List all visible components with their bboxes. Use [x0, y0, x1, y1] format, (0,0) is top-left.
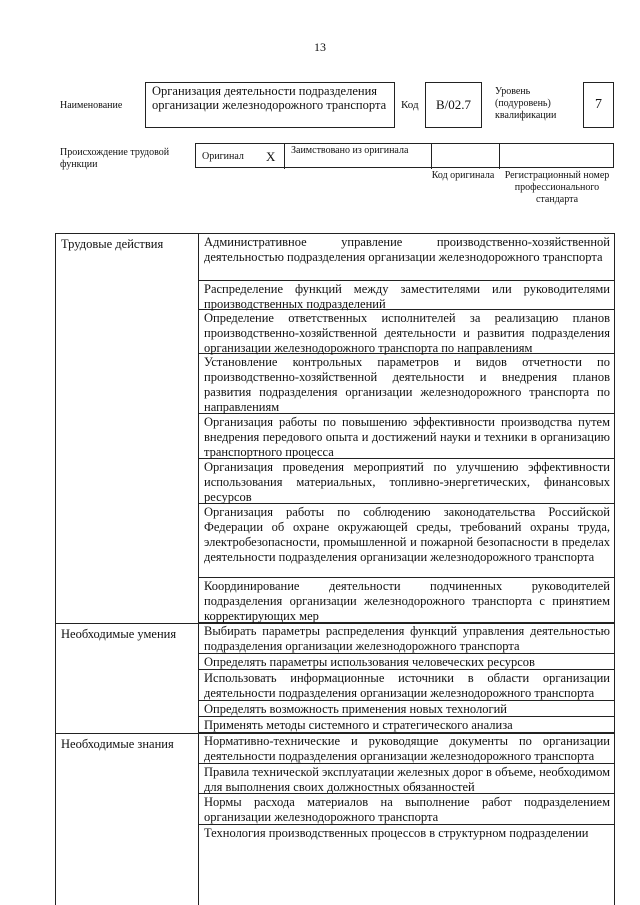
qualification-level-label: Уровень (подуровень) квалификации: [495, 86, 557, 121]
list-item: Нормы расхода материалов на выполнение работ подразделением организации железнодорожного транспорта: [199, 794, 614, 825]
list-item: Определять возможность применения новых технологий: [199, 701, 614, 717]
original-mark: X: [266, 149, 276, 164]
list-item: Применять методы системного и стратегического анализа: [199, 717, 614, 733]
origin-label: Происхождение трудовой функции: [60, 147, 170, 170]
borrowed-cell: [284, 144, 431, 169]
list-item: Организация работы по соблюдению законодательства Российской Федерации об охране окружающей среды, требований охраны труда, электробезопасности, промышленной и пожарной безопасности в пределах деятельности подразделения организации железнодорожного транспорта: [199, 504, 614, 578]
section-label-knowledge: Необходимые знания: [61, 737, 174, 751]
list-item: Административное управление производственно-хозяйственной деятельностью подразделения организации железнодорожного транспорта: [199, 234, 614, 281]
list-item: Правила технической эксплуатации железных дорог в объеме, необходимом для выполнения своих должностных обязанностей: [199, 764, 614, 794]
section-label-actions: Трудовые действия: [61, 237, 164, 251]
list-item: Распределение функций между заместителями или руководителями производственных подразделений: [199, 281, 614, 310]
list-item: Координирование деятельности подчиненных руководителей подразделения организации железнодорожного транспорта с принятием корректирующих мер: [199, 578, 614, 623]
list-item: Нормативно-технические и руководящие документы по организации деятельности подразделения организации железнодорожного транспорта: [199, 733, 614, 764]
origin-row: [195, 143, 614, 168]
list-item: Организация проведения мероприятий по улучшению эффективности использования материальных, топливно-энергетических, финансовых ресурсов: [199, 459, 614, 504]
function-name-box: Организация деятельности подразделения организации железнодорожного транспорта: [145, 82, 395, 128]
list-item: Определять параметры использования человеческих ресурсов: [199, 654, 614, 670]
reg-number-cell: [499, 144, 615, 169]
list-item: Выбирать параметры распределения функций управления деятельностью подразделения организации железнодорожного транспорта: [199, 623, 614, 654]
code-label: Код: [401, 99, 419, 111]
list-item: Технология производственных процессов в структурном подразделении: [204, 826, 589, 840]
code-original-cell: [431, 144, 499, 169]
page-number: 13: [314, 40, 326, 54]
reg-number-caption: Регистрационный номер профессионального стандарта: [504, 170, 610, 205]
qualification-level-box: 7: [583, 82, 614, 128]
list-item: Организация работы по повышению эффективности производства путем внедрения передового опыта и достижений науки и техники в организацию транспортного процесса: [199, 414, 614, 459]
list-item: Определение ответственных исполнителей за реализацию планов производственно-хозяйственной деятельности и развития подразделения организации железнодорожного транспорта по направлениям: [199, 310, 614, 354]
original-label: Оригинал: [202, 151, 244, 162]
list-item: Использовать информационные источники в области организации деятельности подразделения организации железнодорожного транспорта: [199, 670, 614, 701]
code-original-caption: Код оригинала: [431, 170, 495, 181]
borrowed-label: Заимствовано из оригинала: [291, 145, 409, 156]
code-box: B/02.7: [425, 82, 482, 128]
name-label: Наименование: [60, 100, 123, 111]
list-item: Установление контрольных параметров и видов отчетности по производственно-хозяйственной деятельности и внедрения планов развития подразделения организации железнодорожного транспорта по направлениям: [199, 354, 614, 414]
section-label-skills: Необходимые умения: [61, 627, 177, 641]
function-table: [55, 233, 615, 905]
